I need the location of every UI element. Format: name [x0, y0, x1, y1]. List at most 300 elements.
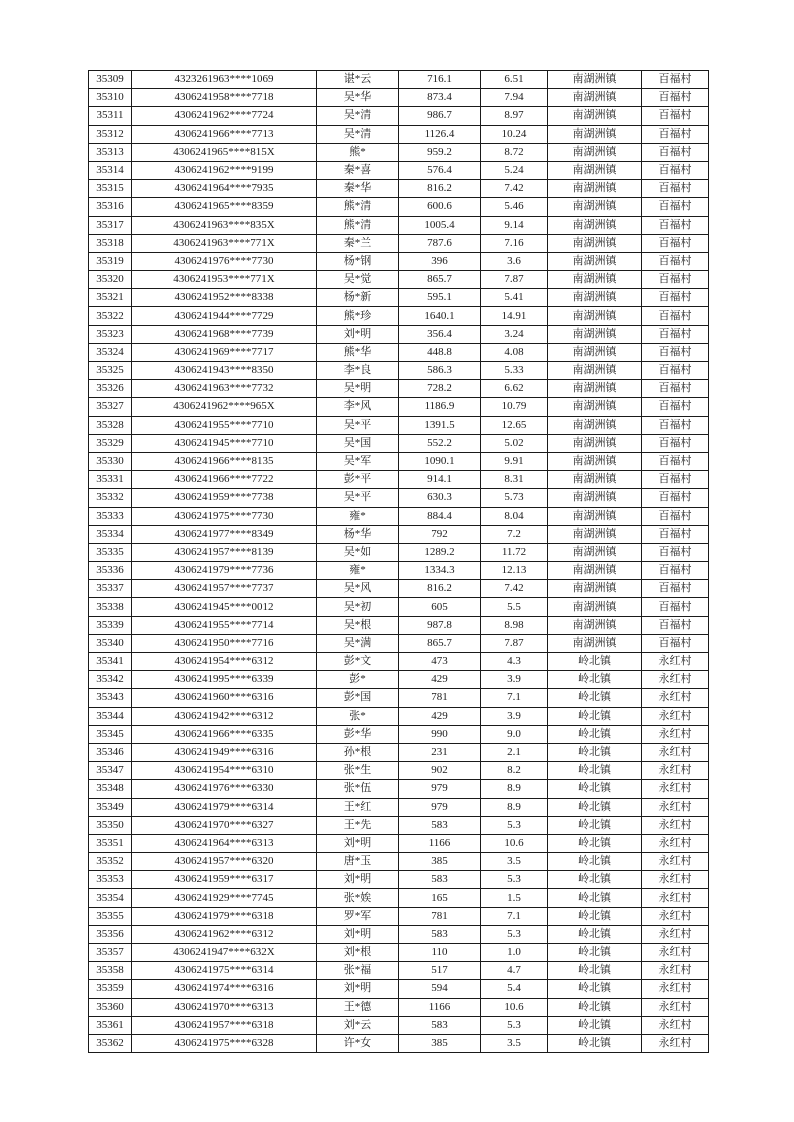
cell-masked-id-number: 4306241963****7732 [132, 380, 317, 398]
cell-masked-name: 孙*根 [317, 743, 399, 761]
table-row [89, 944, 709, 962]
cell-amount: 1126.4 [399, 125, 481, 143]
cell-masked-name: 雍* [317, 507, 399, 525]
cell-sequence-number: 35325 [89, 362, 132, 380]
cell-sequence-number: 35354 [89, 889, 132, 907]
cell-rate: 8.9 [481, 798, 548, 816]
cell-masked-id-number: 4306241959****6317 [132, 871, 317, 889]
cell-rate: 5.3 [481, 925, 548, 943]
cell-town: 南湖洲镇 [548, 234, 642, 252]
cell-amount: 787.6 [399, 234, 481, 252]
cell-amount: 781 [399, 907, 481, 925]
cell-sequence-number: 35310 [89, 89, 132, 107]
cell-masked-name: 谌*云 [317, 71, 399, 89]
cell-masked-id-number: 4306241959****7738 [132, 489, 317, 507]
cell-rate: 8.04 [481, 507, 548, 525]
cell-town: 南湖洲镇 [548, 416, 642, 434]
cell-sequence-number: 35331 [89, 471, 132, 489]
cell-village: 百福村 [642, 580, 709, 598]
cell-rate: 8.31 [481, 471, 548, 489]
cell-village: 永红村 [642, 780, 709, 798]
cell-village: 百福村 [642, 380, 709, 398]
table-row [89, 543, 709, 561]
cell-rate: 4.3 [481, 653, 548, 671]
cell-masked-id-number: 4306241950****7716 [132, 634, 317, 652]
table-row [89, 362, 709, 380]
cell-masked-id-number: 4306241979****6318 [132, 907, 317, 925]
cell-town: 岭北镇 [548, 780, 642, 798]
table-row [89, 798, 709, 816]
cell-sequence-number: 35351 [89, 834, 132, 852]
cell-masked-name: 李*风 [317, 398, 399, 416]
cell-rate: 8.72 [481, 143, 548, 161]
cell-masked-id-number: 4306241995****6339 [132, 671, 317, 689]
cell-masked-name: 罗*军 [317, 907, 399, 925]
cell-masked-name: 吴*如 [317, 543, 399, 561]
cell-sequence-number: 35316 [89, 198, 132, 216]
cell-masked-id-number: 4306241947****632X [132, 944, 317, 962]
cell-village: 百福村 [642, 634, 709, 652]
cell-masked-name: 吴*平 [317, 489, 399, 507]
cell-masked-id-number: 4306241962****9199 [132, 161, 317, 179]
table-row [89, 1016, 709, 1034]
table-row [89, 416, 709, 434]
cell-amount: 902 [399, 762, 481, 780]
cell-village: 永红村 [642, 925, 709, 943]
cell-village: 百福村 [642, 198, 709, 216]
cell-masked-name: 吴*国 [317, 434, 399, 452]
cell-masked-id-number: 4306241943****8350 [132, 362, 317, 380]
cell-rate: 7.16 [481, 234, 548, 252]
table-row [89, 380, 709, 398]
cell-village: 永红村 [642, 834, 709, 852]
cell-masked-id-number: 4306241952****8338 [132, 289, 317, 307]
cell-rate: 7.87 [481, 634, 548, 652]
cell-amount: 1289.2 [399, 543, 481, 561]
cell-sequence-number: 35329 [89, 434, 132, 452]
cell-masked-id-number: 4306241979****7736 [132, 562, 317, 580]
cell-sequence-number: 35358 [89, 962, 132, 980]
cell-town: 南湖洲镇 [548, 434, 642, 452]
cell-masked-name: 吴*军 [317, 452, 399, 470]
cell-masked-id-number: 4306241954****6312 [132, 653, 317, 671]
cell-rate: 7.1 [481, 689, 548, 707]
cell-masked-name: 张* [317, 707, 399, 725]
cell-sequence-number: 35330 [89, 452, 132, 470]
cell-village: 百福村 [642, 416, 709, 434]
table-row [89, 889, 709, 907]
cell-village: 永红村 [642, 871, 709, 889]
cell-masked-name: 熊*清 [317, 198, 399, 216]
table-row [89, 871, 709, 889]
cell-masked-id-number: 4306241962****6312 [132, 925, 317, 943]
cell-amount: 448.8 [399, 343, 481, 361]
cell-sequence-number: 35350 [89, 816, 132, 834]
cell-rate: 6.51 [481, 71, 548, 89]
cell-masked-id-number: 4306241957****6320 [132, 853, 317, 871]
cell-rate: 14.91 [481, 307, 548, 325]
table-row [89, 725, 709, 743]
table-row [89, 653, 709, 671]
cell-rate: 7.94 [481, 89, 548, 107]
table-row [89, 762, 709, 780]
table-row [89, 743, 709, 761]
cell-town: 南湖洲镇 [548, 598, 642, 616]
table-row [89, 289, 709, 307]
cell-masked-id-number: 4306241962****965X [132, 398, 317, 416]
cell-village: 百福村 [642, 507, 709, 525]
cell-masked-name: 吴*清 [317, 125, 399, 143]
cell-rate: 10.6 [481, 834, 548, 852]
cell-masked-id-number: 4306241949****6316 [132, 743, 317, 761]
cell-masked-id-number: 4306241970****6327 [132, 816, 317, 834]
cell-masked-name: 王*先 [317, 816, 399, 834]
table-row [89, 707, 709, 725]
cell-village: 百福村 [642, 398, 709, 416]
table-row [89, 143, 709, 161]
cell-town: 南湖洲镇 [548, 143, 642, 161]
cell-amount: 728.2 [399, 380, 481, 398]
cell-town: 南湖洲镇 [548, 180, 642, 198]
cell-rate: 10.6 [481, 998, 548, 1016]
cell-sequence-number: 35335 [89, 543, 132, 561]
cell-town: 南湖洲镇 [548, 252, 642, 270]
cell-town: 南湖洲镇 [548, 325, 642, 343]
cell-town: 岭北镇 [548, 653, 642, 671]
cell-village: 百福村 [642, 125, 709, 143]
cell-masked-id-number: 4306241969****7717 [132, 343, 317, 361]
cell-masked-name: 王*德 [317, 998, 399, 1016]
cell-masked-id-number: 4306241966****8135 [132, 452, 317, 470]
cell-sequence-number: 35346 [89, 743, 132, 761]
cell-town: 南湖洲镇 [548, 107, 642, 125]
cell-village: 永红村 [642, 1034, 709, 1052]
cell-masked-name: 刘*明 [317, 980, 399, 998]
cell-masked-id-number: 4306241963****835X [132, 216, 317, 234]
table-row [89, 634, 709, 652]
cell-town: 南湖洲镇 [548, 343, 642, 361]
table-row [89, 107, 709, 125]
table-row [89, 834, 709, 852]
cell-town: 岭北镇 [548, 925, 642, 943]
cell-amount: 1005.4 [399, 216, 481, 234]
cell-town: 岭北镇 [548, 907, 642, 925]
cell-rate: 3.24 [481, 325, 548, 343]
cell-town: 岭北镇 [548, 980, 642, 998]
cell-town: 南湖洲镇 [548, 362, 642, 380]
table-row [89, 307, 709, 325]
cell-masked-name: 熊* [317, 143, 399, 161]
cell-rate: 7.87 [481, 271, 548, 289]
cell-village: 永红村 [642, 689, 709, 707]
cell-masked-id-number: 4306241975****6314 [132, 962, 317, 980]
cell-masked-id-number: 4306241966****6335 [132, 725, 317, 743]
cell-sequence-number: 35357 [89, 944, 132, 962]
table-row [89, 198, 709, 216]
cell-rate: 8.97 [481, 107, 548, 125]
cell-amount: 816.2 [399, 180, 481, 198]
cell-sequence-number: 35311 [89, 107, 132, 125]
cell-village: 百福村 [642, 434, 709, 452]
cell-village: 百福村 [642, 452, 709, 470]
cell-sequence-number: 35341 [89, 653, 132, 671]
cell-masked-name: 彭*平 [317, 471, 399, 489]
cell-town: 岭北镇 [548, 834, 642, 852]
cell-village: 永红村 [642, 816, 709, 834]
cell-amount: 356.4 [399, 325, 481, 343]
cell-rate: 12.65 [481, 416, 548, 434]
cell-masked-id-number: 4306241976****6330 [132, 780, 317, 798]
cell-masked-id-number: 4306241942****6312 [132, 707, 317, 725]
cell-amount: 865.7 [399, 271, 481, 289]
cell-rate: 8.98 [481, 616, 548, 634]
cell-town: 岭北镇 [548, 871, 642, 889]
cell-masked-id-number: 4306241962****7724 [132, 107, 317, 125]
cell-rate: 10.79 [481, 398, 548, 416]
cell-rate: 2.1 [481, 743, 548, 761]
cell-village: 百福村 [642, 216, 709, 234]
cell-sequence-number: 35314 [89, 161, 132, 179]
cell-town: 岭北镇 [548, 998, 642, 1016]
cell-masked-id-number: 4306241970****6313 [132, 998, 317, 1016]
cell-masked-name: 熊*华 [317, 343, 399, 361]
table-row [89, 780, 709, 798]
cell-sequence-number: 35344 [89, 707, 132, 725]
table-row [89, 962, 709, 980]
cell-sequence-number: 35317 [89, 216, 132, 234]
table-row [89, 471, 709, 489]
cell-rate: 1.5 [481, 889, 548, 907]
cell-rate: 5.41 [481, 289, 548, 307]
cell-amount: 429 [399, 671, 481, 689]
cell-masked-id-number: 4306241958****7718 [132, 89, 317, 107]
cell-village: 永红村 [642, 762, 709, 780]
cell-amount: 986.7 [399, 107, 481, 125]
cell-rate: 7.42 [481, 580, 548, 598]
cell-amount: 583 [399, 871, 481, 889]
cell-amount: 583 [399, 925, 481, 943]
cell-masked-id-number: 4306241964****6313 [132, 834, 317, 852]
cell-sequence-number: 35360 [89, 998, 132, 1016]
table-row [89, 180, 709, 198]
cell-rate: 5.3 [481, 816, 548, 834]
cell-sequence-number: 35359 [89, 980, 132, 998]
cell-town: 南湖洲镇 [548, 489, 642, 507]
cell-rate: 1.0 [481, 944, 548, 962]
cell-sequence-number: 35332 [89, 489, 132, 507]
cell-town: 南湖洲镇 [548, 198, 642, 216]
table-row [89, 271, 709, 289]
cell-sequence-number: 35309 [89, 71, 132, 89]
cell-sequence-number: 35340 [89, 634, 132, 652]
cell-masked-name: 吴*平 [317, 416, 399, 434]
cell-town: 岭北镇 [548, 1034, 642, 1052]
cell-rate: 5.73 [481, 489, 548, 507]
cell-amount: 595.1 [399, 289, 481, 307]
cell-rate: 10.24 [481, 125, 548, 143]
cell-masked-id-number: 4306241957****6318 [132, 1016, 317, 1034]
cell-rate: 5.3 [481, 1016, 548, 1034]
cell-amount: 231 [399, 743, 481, 761]
table-row [89, 489, 709, 507]
table-row [89, 671, 709, 689]
cell-sequence-number: 35352 [89, 853, 132, 871]
cell-masked-id-number: 4306241955****7710 [132, 416, 317, 434]
cell-town: 岭北镇 [548, 889, 642, 907]
cell-masked-name: 刘*云 [317, 1016, 399, 1034]
cell-sequence-number: 35320 [89, 271, 132, 289]
cell-town: 南湖洲镇 [548, 380, 642, 398]
cell-masked-name: 熊*清 [317, 216, 399, 234]
cell-sequence-number: 35321 [89, 289, 132, 307]
cell-rate: 5.46 [481, 198, 548, 216]
cell-amount: 979 [399, 780, 481, 798]
cell-masked-id-number: 4306241955****7714 [132, 616, 317, 634]
cell-masked-name: 杨*华 [317, 525, 399, 543]
cell-amount: 1391.5 [399, 416, 481, 434]
cell-sequence-number: 35342 [89, 671, 132, 689]
cell-masked-id-number: 4306241964****7935 [132, 180, 317, 198]
cell-amount: 385 [399, 853, 481, 871]
table-row [89, 980, 709, 998]
cell-masked-name: 杨*钢 [317, 252, 399, 270]
cell-village: 永红村 [642, 962, 709, 980]
table-row [89, 343, 709, 361]
cell-amount: 605 [399, 598, 481, 616]
cell-amount: 990 [399, 725, 481, 743]
cell-amount: 429 [399, 707, 481, 725]
table-row [89, 907, 709, 925]
cell-village: 百福村 [642, 180, 709, 198]
cell-town: 岭北镇 [548, 671, 642, 689]
cell-village: 百福村 [642, 252, 709, 270]
cell-masked-name: 张*娭 [317, 889, 399, 907]
cell-sequence-number: 35318 [89, 234, 132, 252]
cell-town: 南湖洲镇 [548, 271, 642, 289]
cell-rate: 8.2 [481, 762, 548, 780]
cell-amount: 600.6 [399, 198, 481, 216]
cell-rate: 7.2 [481, 525, 548, 543]
table-row [89, 434, 709, 452]
cell-amount: 987.8 [399, 616, 481, 634]
cell-town: 南湖洲镇 [548, 634, 642, 652]
cell-sequence-number: 35362 [89, 1034, 132, 1052]
cell-town: 南湖洲镇 [548, 161, 642, 179]
table-row [89, 616, 709, 634]
cell-masked-id-number: 4306241976****7730 [132, 252, 317, 270]
cell-masked-id-number: 4306241953****771X [132, 271, 317, 289]
cell-rate: 8.9 [481, 780, 548, 798]
table-row [89, 507, 709, 525]
table-row [89, 452, 709, 470]
cell-masked-id-number: 4306241929****7745 [132, 889, 317, 907]
cell-town: 岭北镇 [548, 743, 642, 761]
cell-amount: 594 [399, 980, 481, 998]
cell-rate: 5.4 [481, 980, 548, 998]
cell-amount: 165 [399, 889, 481, 907]
cell-masked-id-number: 4306241966****7722 [132, 471, 317, 489]
cell-village: 百福村 [642, 289, 709, 307]
cell-village: 百福村 [642, 89, 709, 107]
cell-masked-id-number: 4306241954****6310 [132, 762, 317, 780]
cell-sequence-number: 35353 [89, 871, 132, 889]
cell-town: 岭北镇 [548, 962, 642, 980]
cell-town: 南湖洲镇 [548, 580, 642, 598]
cell-masked-name: 吴*根 [317, 616, 399, 634]
cell-masked-id-number: 4306241965****8359 [132, 198, 317, 216]
cell-town: 岭北镇 [548, 798, 642, 816]
cell-amount: 865.7 [399, 634, 481, 652]
cell-masked-id-number: 4306241957****8139 [132, 543, 317, 561]
cell-masked-id-number: 4323261963****1069 [132, 71, 317, 89]
cell-sequence-number: 35336 [89, 562, 132, 580]
cell-amount: 586.3 [399, 362, 481, 380]
cell-amount: 552.2 [399, 434, 481, 452]
cell-amount: 959.2 [399, 143, 481, 161]
cell-village: 百福村 [642, 525, 709, 543]
cell-village: 永红村 [642, 889, 709, 907]
cell-rate: 4.7 [481, 962, 548, 980]
cell-masked-name: 彭*文 [317, 653, 399, 671]
cell-sequence-number: 35327 [89, 398, 132, 416]
cell-village: 百福村 [642, 143, 709, 161]
cell-rate: 4.08 [481, 343, 548, 361]
cell-town: 岭北镇 [548, 762, 642, 780]
table-row [89, 689, 709, 707]
cell-village: 百福村 [642, 234, 709, 252]
cell-amount: 781 [399, 689, 481, 707]
cell-rate: 9.14 [481, 216, 548, 234]
cell-amount: 1090.1 [399, 452, 481, 470]
cell-masked-name: 杨*新 [317, 289, 399, 307]
cell-amount: 576.4 [399, 161, 481, 179]
cell-amount: 884.4 [399, 507, 481, 525]
cell-town: 南湖洲镇 [548, 616, 642, 634]
cell-town: 岭北镇 [548, 853, 642, 871]
cell-masked-name: 张*福 [317, 962, 399, 980]
cell-sequence-number: 35356 [89, 925, 132, 943]
cell-masked-id-number: 4306241957****7737 [132, 580, 317, 598]
cell-sequence-number: 35324 [89, 343, 132, 361]
cell-village: 永红村 [642, 944, 709, 962]
cell-rate: 3.5 [481, 853, 548, 871]
cell-amount: 816.2 [399, 580, 481, 598]
cell-village: 永红村 [642, 743, 709, 761]
table-row [89, 71, 709, 89]
cell-sequence-number: 35361 [89, 1016, 132, 1034]
table-row [89, 562, 709, 580]
cell-masked-name: 熊*珍 [317, 307, 399, 325]
cell-town: 南湖洲镇 [548, 452, 642, 470]
cell-village: 永红村 [642, 907, 709, 925]
cell-masked-id-number: 4306241968****7739 [132, 325, 317, 343]
cell-amount: 1640.1 [399, 307, 481, 325]
cell-village: 永红村 [642, 798, 709, 816]
cell-masked-name: 彭*华 [317, 725, 399, 743]
cell-town: 南湖洲镇 [548, 125, 642, 143]
cell-masked-id-number: 4306241945****0012 [132, 598, 317, 616]
cell-amount: 979 [399, 798, 481, 816]
cell-masked-name: 刘*根 [317, 944, 399, 962]
cell-rate: 5.24 [481, 161, 548, 179]
cell-amount: 792 [399, 525, 481, 543]
cell-village: 永红村 [642, 707, 709, 725]
cell-village: 永红村 [642, 725, 709, 743]
cell-town: 南湖洲镇 [548, 71, 642, 89]
subsidy-data-table [88, 70, 709, 1053]
cell-village: 百福村 [642, 543, 709, 561]
cell-village: 百福村 [642, 471, 709, 489]
